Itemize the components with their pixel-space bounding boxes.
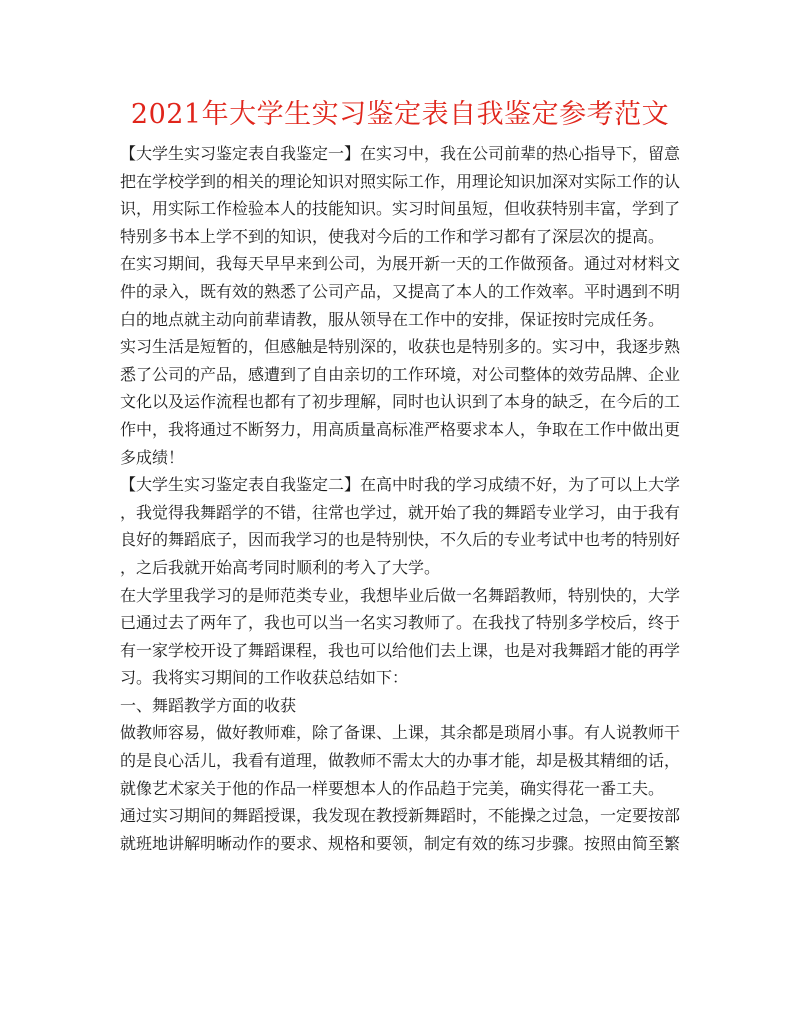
body-line: 把在学校学到的相关的理论知识对照实际工作，用理论知识加深对实际工作的认 xyxy=(120,171,680,191)
body-line: ，我觉得我舞蹈学的不错，往常也学过，就开始了我的舞蹈专业学习，由于我有 xyxy=(120,502,680,522)
body-line: 做教师容易，做好教师难，除了备课、上课，其余都是琐屑小事。有人说教师干 xyxy=(120,723,680,743)
body-line: 多成绩！ xyxy=(120,447,185,467)
body-line: 有一家学校开设了舞蹈课程，我也可以给他们去上课，也是对我舞蹈才能的再学 xyxy=(120,640,680,660)
body-line: 就像艺术家关于他的作品一样要想本人的作品趋于完美，确实得花一番工夫。 xyxy=(120,778,665,798)
body-line: 实习生活是短暂的，但感触是特别深的，收获也是特别多的。实习中，我逐步熟 xyxy=(120,337,680,357)
body-line: 在实习期间，我每天早早来到公司，为展开新一天的工作做预备。通过对材料文 xyxy=(120,254,680,274)
body-line: 在大学里我学习的是师范类专业，我想毕业后做一名舞蹈教师，特别快的，大学 xyxy=(120,585,680,605)
body-line: ，之后我就开始高考同时顺利的考入了大学。 xyxy=(120,557,441,577)
body-line: 习。我将实习期间的工作收获总结如下： xyxy=(120,668,409,688)
body-line: 文化以及运作流程也都有了初步理解，同时也认识到了本身的缺乏，在今后的工 xyxy=(120,392,680,412)
body-line: 就班地讲解明晰动作的要求、规格和要领，制定有效的练习步骤。按照由简至繁 xyxy=(120,833,680,853)
body-line: 件的录入，既有效的熟悉了公司产品，又提高了本人的工作效率。平时遇到不明 xyxy=(120,281,680,301)
body-line: 【大学生实习鉴定表自我鉴定二】在高中时我的学习成绩不好，为了可以上大学 xyxy=(120,475,680,495)
body-line: 已通过去了两年了，我也可以当一名实习教师了。在我找了特别多学校后，终于 xyxy=(120,613,680,633)
document-title: 2021年大学生实习鉴定表自我鉴定参考范文 xyxy=(130,99,670,130)
body-line: 特别多书本上学不到的知识，使我对今后的工作和学习都有了深层次的提高。 xyxy=(120,226,665,246)
body-line: 识，用实际工作检验本人的技能知识。实习时间虽短，但收获特别丰富，学到了 xyxy=(120,199,680,219)
body-line: 【大学生实习鉴定表自我鉴定一】在实习中，我在公司前辈的热心指导下，留意 xyxy=(120,144,680,163)
body-line: 的是良心活儿，我看有道理，做教师不需太大的办事才能，却是极其精细的话， xyxy=(120,751,680,771)
body-line: 白的地点就主动向前辈请教，服从领导在工作中的安排，保证按时完成任务。 xyxy=(120,309,665,329)
body-line: 作中，我将通过不断努力，用高质量高标准严格要求本人，争取在工作中做出更 xyxy=(120,419,680,439)
section-heading: 一、舞蹈教学方面的收获 xyxy=(120,695,297,715)
document-body xyxy=(120,140,680,857)
body-line: 良好的舞蹈底子，因而我学习的也是特别快，不久后的专业考试中也考的特别好 xyxy=(120,530,680,550)
body-line: 悉了公司的产品，感遭到了自由亲切的工作环境，对公司整体的效劳品牌、企业 xyxy=(120,364,680,384)
body-line: 通过实习期间的舞蹈授课，我发现在教授新舞蹈时，不能操之过急，一定要按部 xyxy=(120,806,680,826)
